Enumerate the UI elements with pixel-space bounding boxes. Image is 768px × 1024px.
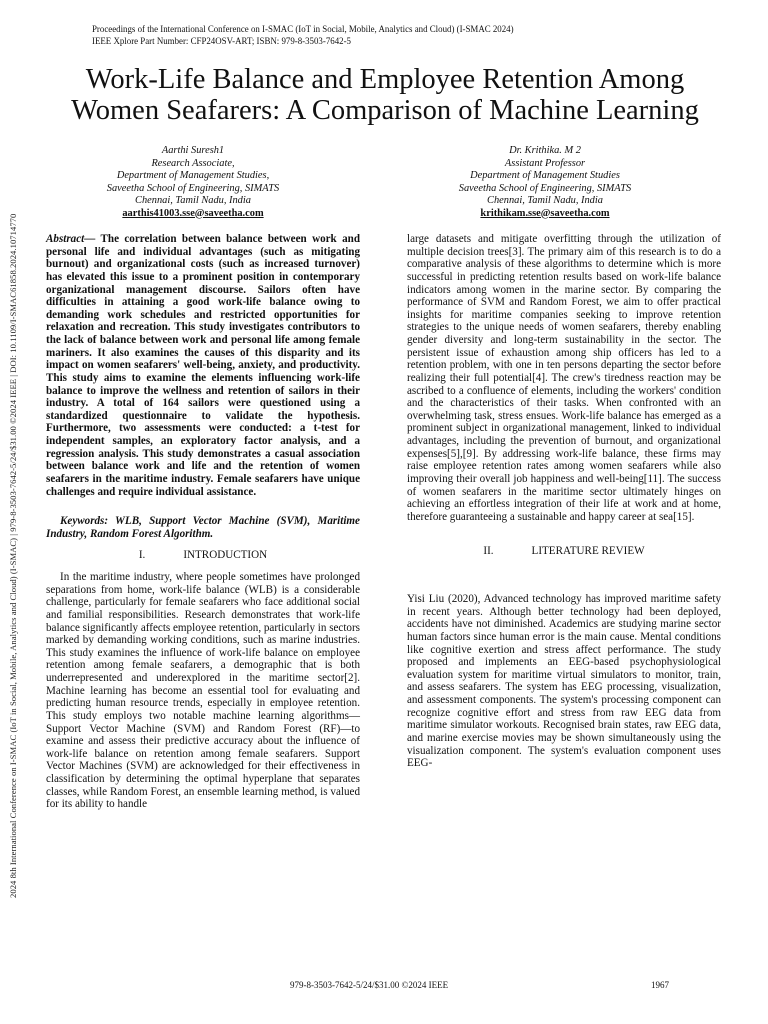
conference-line: Proceedings of the International Conference on I-SMAC (IoT in Social, Mobile, Analytics and Cloud) (I-SMAC 2024): [92, 24, 514, 34]
xplore-line: IEEE Xplore Part Number: CFP24OSV-ART; ISBN: 979-8-3503-7642-5: [92, 35, 351, 46]
author-name: Dr. Krithika. M 2: [509, 145, 581, 156]
spacer: [407, 523, 721, 536]
doi-side-strip: [8, 128, 22, 898]
section-heading-literature-review: [407, 545, 721, 558]
keywords: Keywords: WLB, Support Vector Machine (SVM), Maritime Industry, Random Forest Algorithm.: [46, 515, 360, 540]
author-school: Saveetha School of Engineering, SIMATS: [458, 182, 632, 194]
left-column: [46, 233, 360, 811]
section-heading-introduction: [46, 549, 360, 562]
abstract-label: Abstract—: [46, 233, 96, 245]
section-number: II.: [483, 545, 494, 558]
section-title: INTRODUCTION: [183, 549, 268, 562]
author-email-link[interactable]: krithikam.sse@saveetha.com: [480, 207, 610, 219]
author-role: Research Associate,: [151, 157, 235, 169]
abstract: [46, 233, 360, 498]
author-dept: Department of Management Studies,: [116, 170, 270, 181]
abstract-text: The correlation between balance between work and personal life and individual advantages (such as mitigating burnout) and organizational costs (such as increased turnover) has elevated this issue to a prominent position in contemporary organizational management discourse. Sailors often have difficulties in attaining a good work-life balance owing to demanding work schedules and restricted opportunities for relaxation and recreation. This study investigates contributors to the lack of balance between work and personal life among female mariners. It also examines the causes of this disparity and its impact on women seafarers' well-being, anxiety, and productivity. This study aims to examine the elements influencing work-life balance to improve the wellness and retention of sailors in their industry. A total of 164 sailors were questioned using a standardized questionnaire to validate the hypothesis. Furthermore, two assessments were conducted: a t-test for independent samples, an exploratory factor analysis, and a regression analysis. This study demonstrates a casual association between balance work and life and the retention of women seafarers in the maritime industry. Female seafarers have unique challenges and require individual assistance.: [46, 233, 360, 498]
paper-title: [40, 64, 730, 126]
footer-copyright: 979-8-3503-7642-5/24/$31.00 ©2024 IEEE: [290, 980, 449, 990]
author-email-link[interactable]: aarthis41003.sse@saveetha.com: [122, 207, 264, 219]
introduction-paragraph: In the maritime industry, where people sometimes have prolonged separations from home, work-life balance (WLB) is a considerable challenge, particularly for female seafarers who face additional social and familial responsibilities. Research demonstrates that work-life balance significantly affects employee retention, particularly in sectors marked by demanding working conditions, such as marine industries. This study examines the influence of work-life balance on employee retention among female seafarers, a demographic that is both underrepresented and underexplored in the maritime sector[2]. Machine learning has become an essential tool for evaluating and predicting human resource trends, especially in employee retention. This study employs two notable machine learning algorithms—Support Vector Machine (SVM) and Random Forest (RF)—to examine and assess their predictive accuracy about the influence of work-life balance on retention among female seafarers. Support Vector Machines (SVM) are acknowledged for their effectiveness in classification by determining the optimal hyperplane that separates classes, while Random Forest, an ensemble learning method, is valued for its ability to handle: [46, 571, 360, 811]
introduction-continued-paragraph: large datasets and mitigate overfitting through the utilization of multiple decision trees[3]. The primary aim of this research is to do a comparative analysis of these algorithms to determine which is more successful in predicting retention results based on work-life balance indicators among women in the marine sector. By comparing the performance of SVM and Random Forest, we aim to offer practical insights for maritime companies seeking to improve retention strategies to the unique needs of women seafarers, thereby enabling gender diversity and long-term sustainability in the sector. The persistent issue of exhaustion among ship officers has led to a retention problem, with one in ten persons departing the sector before realizing their full potential[4]. The crew's tiredness reaction may be ascribed to a confluence of elements, including the workers' condition and the characteristics of their tasks. When confronted with an overwhelming task, stress ensues. Work-life balance has emerged as a prominent subject in organizational management, linked to individual advantages, including the prevention of burnout, and organizational expenses[5],[9]. By addressing work-life balance, these firms may raise employee retention rates among women seafarers while also improving their overall job happiness and well-being[11]. The success of women seafarers in the maritime sector ultimately hinges on achieving an effortless integration of their life at work and at home, therefore guaranteeing a sustainable and happy career at sea[15].: [407, 233, 721, 523]
title-line-2: Women Seafarers: A Comparison of Machine Learning: [71, 95, 699, 126]
title-line-1: Work-Life Balance and Employee Retention Among: [85, 64, 685, 95]
section-title: LITERATURE REVIEW: [531, 545, 645, 558]
author-role: Assistant Professor: [504, 157, 586, 169]
literature-paragraph: Yisi Liu (2020), Advanced technology has improved maritime safety in recent years. Although better technology had been deployed, accidents have not diminished. Academics are studying marine sector human factors since human error is the main cause. Mental conditions like cognitive exertion and stress affect performance. The study proposed and implements an EEG-based psychophysiological evaluation system for maritime virtual simulators to monitor, train, and assess seafarers. The system has EEG processing, visualization, and assessment components. The system's processing component can recognize cognitive effort and stress from raw EEG data from maritime simulator workouts. Recognised brain states, raw EEG data, and marine exercise movies may be shown simultaneously using the visualization component. The system's evaluation component uses EEG-: [407, 593, 721, 770]
doi-side-text: 2024 8th International Conference on I-SMAC (IoT in Social, Mobile, Analytics and Cloud) (I-SMAC) | 979-8-3503-7642-5/24/$31.00 ©2024 IEEE | DOI: 10.1109/I-SMAC61858.2024.10714770: [8, 213, 18, 898]
author-location: Chennai, Tamil Nadu, India: [135, 195, 251, 206]
author-name: Aarthi Suresh1: [161, 145, 225, 156]
author-block-2: [420, 145, 670, 220]
author-location: Chennai, Tamil Nadu, India: [487, 195, 603, 206]
author-block-1: [68, 145, 318, 220]
author-dept: Department of Management Studies: [470, 170, 620, 181]
section-number: I.: [138, 549, 146, 562]
page-number: 1967: [651, 980, 669, 990]
right-column: [407, 233, 721, 770]
conference-header: [92, 24, 514, 47]
spacer: [407, 567, 721, 593]
author-school: Saveetha School of Engineering, SIMATS: [106, 182, 280, 194]
